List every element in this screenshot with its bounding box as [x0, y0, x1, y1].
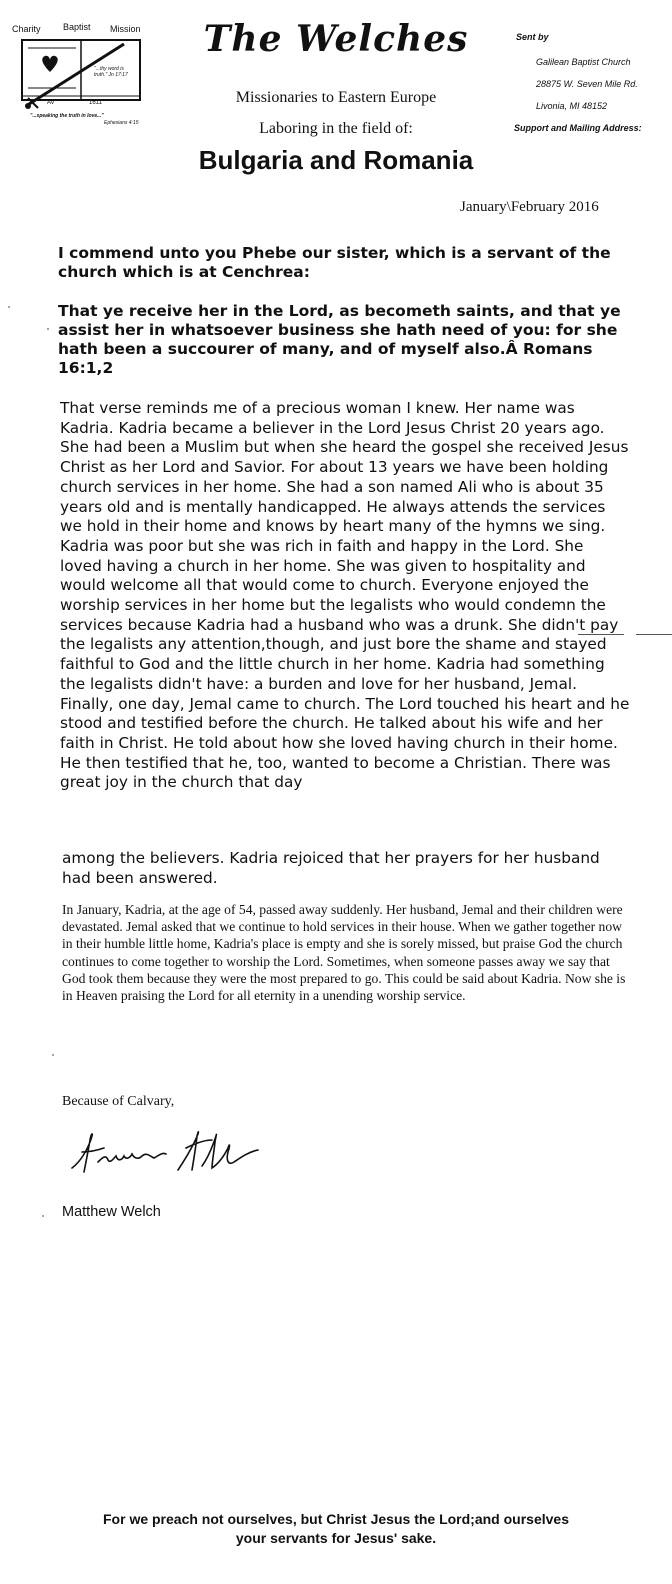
newsletter-title: The Welches — [203, 18, 469, 60]
footer-line-2: your servants for Jesus' sake. — [235, 1530, 437, 1546]
scan-dot — [47, 328, 49, 330]
logo-av: AV — [47, 100, 55, 106]
support-address-label: Support and Mailing Address: — [514, 123, 642, 133]
handwritten-signature — [62, 1122, 282, 1182]
scan-mark — [636, 634, 672, 635]
sending-church: Galilean Baptist Church — [536, 57, 631, 67]
scan-dot — [8, 306, 10, 308]
logo-verse-snippet: "...thy word is truth." Jn 17:17 — [94, 66, 128, 78]
logo-text-baptist: Baptist — [63, 22, 91, 32]
story-paragraph-end: among the believers. Kadria rejoiced that her prayers for her husband had been answered. — [62, 849, 600, 887]
footer-verse — [0, 1510, 672, 1548]
logo-year: 1611 — [89, 100, 102, 106]
subtitle-laboring: Laboring in the field of: — [259, 120, 413, 137]
logo-text-mission: Mission — [110, 24, 141, 34]
footer-line-1: For we preach not ourselves, but Christ Jesus the Lord;and ourselves — [103, 1511, 569, 1527]
scan-dot — [52, 1054, 54, 1056]
story-paragraph: That verse reminds me of a precious woman I knew. Her name was Kadria. Kadria became a believer in the Lord Jesus Christ 20 years ago. She had been a Muslim but when she heard the gospel she received Jesus Christ as her Lord and Savior. For about 13 years we have been holding church services in her home. She had a son named Ali who is about 35 years old and is mentally handicapped. He always attends the services we hold in their home and knows by heart many of the hymns we sing. Kadria was poor but she was rich in faith and happy in the Lord. She loved having a church in her home. She was given to hospitality and would welcome all that would come to church. Everyone enjoyed the worship services in her home but the legalists who would condemn the services because Kadria had a husband who was a drunk. She didn't pay the legalists any attention,though, and just bore the shame and stayed faithful to God and the little church in her home. Kadria had something the legalists didn't have: a burden and love for her husband, Jemal. Finally, one day, Jemal came to church. The Lord touched his heart and he stood and testified before the church. He talked about his wife and her faith in Christ. He told about how she loved having church in their home. He then testified that he, too, wanted to become a Christian. There was great joy in the church that day — [60, 399, 630, 792]
sent-by-label: Sent by — [516, 32, 549, 42]
scripture-verse-part2: That ye receive her in the Lord, as becometh saints, and that ye assist her in whatsoever business she hath need of you: for she hath been a succourer of many, and of myself also.Â Romans 16:1,2 — [58, 302, 621, 377]
signer-name: Matthew Welch — [62, 1204, 161, 1220]
scripture-verse-part1: I commend unto you Phebe our sister, which is a servant of the church which is at Cenchrea: — [58, 244, 611, 281]
subtitle-missionaries: Missionaries to Eastern Europe — [235, 89, 437, 106]
church-street: 28875 W. Seven Mile Rd. — [536, 79, 638, 89]
scan-dot — [42, 1215, 44, 1217]
logo-motto: "...speaking the truth in love..." — [30, 113, 104, 119]
update-paragraph: In January, Kadria, at the age of 54, passed away suddenly. Her husband, Jemal and their children were devastated. Jemal asked that we continue to hold services in their house. When we gather together now in their humble little home, Kadria's place is empty and she is sorely missed, but praise God the church continues to come together to worship the Lord. Sometimes, when someone passes away we say that God took them because they were the most prepared to go. This could be said about Kadria. Now she is in Heaven praising the Lord for all eternity in a unending worship service. — [62, 902, 626, 1004]
scan-mark — [578, 634, 624, 635]
logo-text-charity: Charity — [12, 24, 41, 34]
church-city: Livonia, MI 48152 — [536, 101, 608, 111]
closing-salutation: Because of Calvary, — [62, 1094, 175, 1109]
logo-motto-ref: Ephesians 4:15 — [104, 120, 139, 126]
newsletter-date: January\February 2016 — [460, 199, 599, 215]
field-country: Bulgaria and Romania — [198, 145, 474, 175]
